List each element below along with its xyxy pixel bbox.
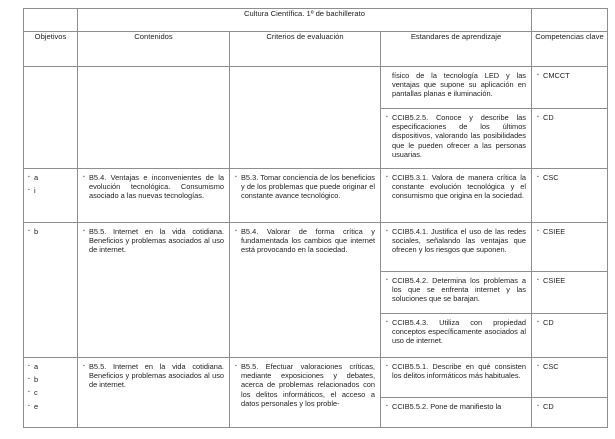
cell-contenidos	[78, 67, 230, 169]
table-row	[24, 223, 608, 272]
cell-contenidos	[78, 223, 230, 358]
cell-estandar	[381, 358, 532, 398]
cell-estandar	[381, 398, 532, 428]
objetivo-item: ▪ i	[28, 186, 77, 195]
table-row	[24, 67, 608, 109]
cell-competencia	[532, 169, 608, 223]
objetivo-item: ▪ a	[28, 362, 77, 371]
competencia-text: ▪ CSIEE	[537, 276, 602, 285]
competencia-text: ▪ CSC	[537, 173, 602, 182]
cell-estandar	[381, 169, 532, 223]
objetivo-item: ▪ b	[28, 227, 77, 236]
cell-competencia	[532, 314, 608, 358]
contenido-text: ▪ B5.5. Internet en la vida cotidiana. Beneficios y problemas asociados al uso de internet.	[83, 362, 224, 390]
criterio-text: ▪ B5.4. Valorar de forma crítica y fundamentada los cambios que internet está provocando en la sociedad.	[235, 227, 375, 255]
table-title: Cultura Científica. 1º de bachillerato	[78, 9, 532, 32]
objetivo-item: ▪ c	[28, 388, 77, 397]
cell-estandar	[381, 109, 532, 169]
cell-competencia	[532, 358, 608, 398]
cell-criterios	[230, 169, 381, 223]
cell-competencia	[532, 67, 608, 109]
cell-competencia	[532, 398, 608, 428]
cell-competencia	[532, 109, 608, 169]
corner-cell-right	[532, 9, 608, 32]
objetivo-item: ▪ b	[28, 375, 77, 384]
competencia-text: ▪ CD	[537, 402, 602, 411]
table-row	[24, 358, 608, 398]
contenido-text: ▪ B5.4. Ventajas e inconvenientes de la evolución tecnológica. Consumismo asociado a las nuevas tecnologías.	[83, 173, 224, 201]
estandar-text: ▪ CCIB5.4.1. Justifica el uso de las redes sociales, señalando las ventajas que ofrecen y los riesgos que suponen.	[386, 227, 526, 255]
cell-estandar	[381, 67, 532, 109]
estandar-text: ▪ físico de la tecnología LED y las ventajas que supone su aplicación en pantallas planas e iluminación.	[392, 71, 526, 99]
title-row	[24, 9, 608, 32]
cell-criterios	[230, 223, 381, 358]
cell-competencia	[532, 272, 608, 314]
objetivo-item: ▪ a	[28, 173, 77, 182]
header-row	[24, 32, 608, 67]
competencia-text: ▪ CSC	[537, 362, 602, 371]
cell-estandar	[381, 223, 532, 272]
competencia-text: ▪ CSIEE	[537, 227, 602, 236]
contenido-text: ▪ B5.5. Internet en la vida cotidiana. Beneficios y problemas asociados al uso de internet.	[83, 227, 224, 255]
header-criterios: Criterios de evaluación	[230, 32, 381, 67]
estandar-text: ▪ CCIB5.2.5. Conoce y describe las especificaciones de los últimos dispositivos, valorando las posibilidades que le pueden ofrecer a las personas usuarias.	[386, 113, 526, 159]
competencia-text: ▪ CD	[537, 318, 602, 327]
estandar-text: ▪ CCIB5.5.1. Describe en qué consisten los delitos informáticos más habituales.	[386, 362, 526, 380]
cell-estandar	[381, 272, 532, 314]
estandar-text: ▪ CCIB5.4.2. Determina los problemas a los que se enfrenta internet y las soluciones que se barajan.	[386, 276, 526, 304]
cell-contenidos	[78, 169, 230, 223]
cell-estandar	[381, 314, 532, 358]
criterio-text: ▪ B5.5. Efectuar valoraciones críticas, mediante exposiciones y debates, acerca de problemas relacionados con los delitos informáticos, el acceso a datos personales y los proble-	[235, 362, 375, 408]
header-competencias: Competencias clave	[532, 32, 608, 67]
header-objetivos: Objetivos	[24, 32, 78, 67]
cell-objetivos	[24, 169, 78, 223]
cell-contenidos	[78, 358, 230, 428]
estandar-text: ▪ CCIB5.5.2. Pone de manifiesto la	[386, 402, 526, 411]
cell-objetivos	[24, 223, 78, 358]
corner-cell	[24, 9, 78, 32]
estandar-text: ▪ CCIB5.4.3. Utiliza con propiedad conceptos específicamente asociados al uso de internet.	[386, 318, 526, 346]
cell-criterios	[230, 358, 381, 428]
competencia-text: ▪ CMCCT	[537, 71, 602, 80]
curriculum-table	[23, 8, 608, 428]
cell-criterios	[230, 67, 381, 169]
objetivo-item: ▪ e	[28, 402, 77, 411]
cell-objetivos	[24, 67, 78, 169]
header-contenidos: Contenidos	[78, 32, 230, 67]
cell-objetivos	[24, 358, 78, 428]
competencia-text: ▪ CD	[537, 113, 602, 122]
estandar-text: ▪ CCIB5.3.1. Valora de manera crítica la constante evolución tecnológica y el consumismo que origina en la sociedad.	[386, 173, 526, 201]
table-row	[24, 169, 608, 223]
header-estandares: Estandares de aprendizaje	[381, 32, 532, 67]
criterio-text: ▪ B5.3. Tomar conciencia de los beneficios y de los problemas que puede originar el constante avance tecnológico.	[235, 173, 375, 201]
cell-competencia	[532, 223, 608, 272]
